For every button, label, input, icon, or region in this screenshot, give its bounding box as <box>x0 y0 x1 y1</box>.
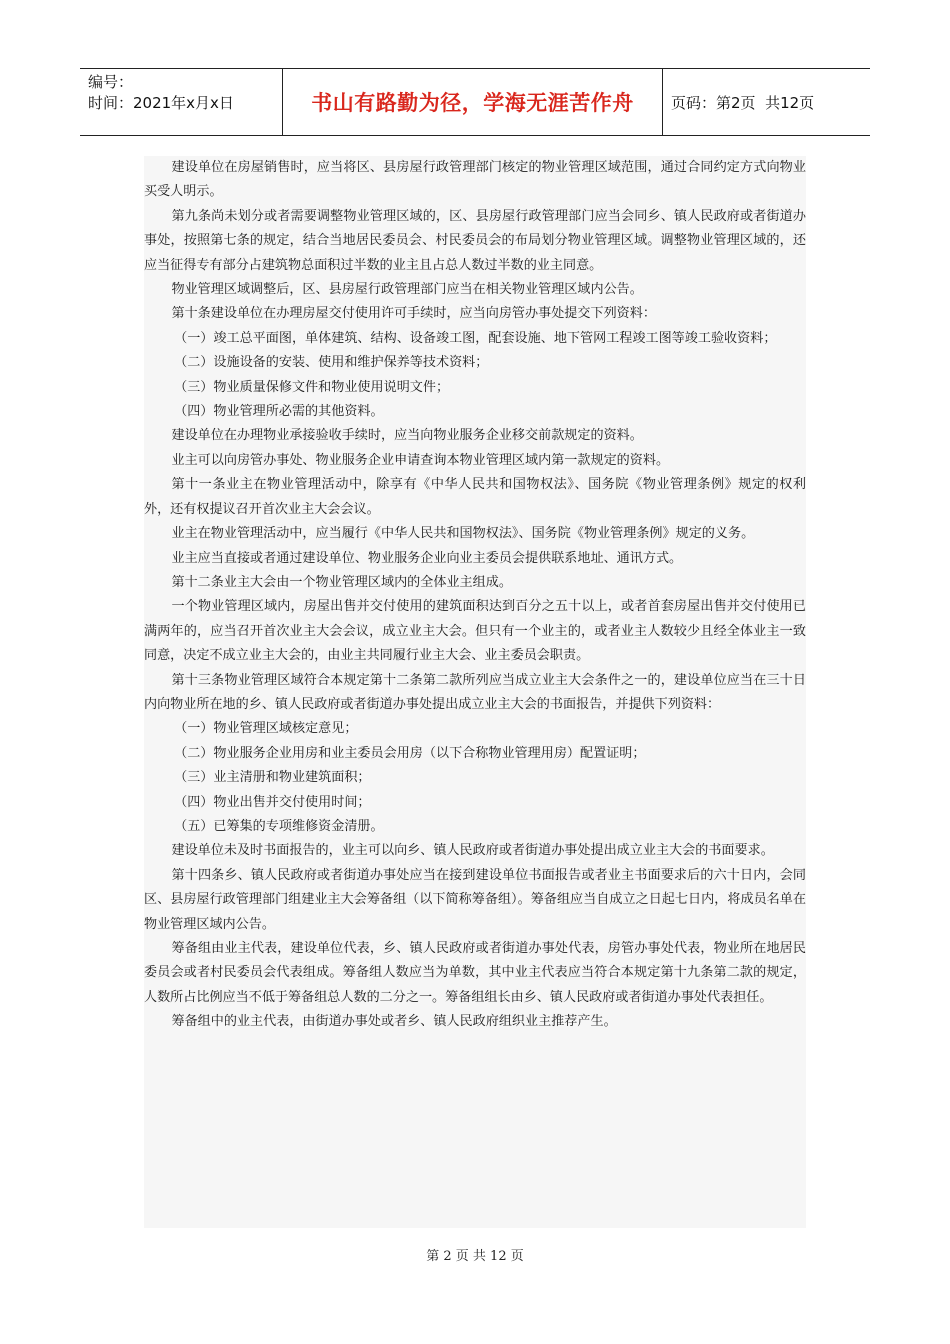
list-item: （一）物业管理区域核定意见； <box>174 721 358 737</box>
body-paragraph: 物业管理区域调整后，区、县房屋行政管理部门应当在相关物业管理区域内公告。 <box>171 282 643 298</box>
article-10-paragraph: 第十条建设单位在办理房屋交付使用许可手续时，应当向房管办事处提交下列资料： <box>171 306 656 322</box>
document-date-label: 时间：2021年x月x日 <box>88 94 234 112</box>
list-item: （二）物业服务企业用房和业主委员会用房（以下合称物业管理用房）配置证明； <box>174 745 646 761</box>
document-header <box>80 68 870 136</box>
page-footer: 第 2 页 共 12 页 <box>426 1249 524 1264</box>
list-item: （二）设施设备的安装、使用和维护保养等技术资料； <box>174 355 489 371</box>
document-number-label: 编号： <box>88 73 134 91</box>
article-9-paragraph: 第九条尚未划分或者需要调整物业管理区域的，区、县房屋行政管理部门应当会同乡、镇人民政府或者街道办事处，按照第七条的规定，结合当地居民委员会、村民委员会的布局划分物业管理区域。调整物业管理区域的，还应当征得专有部分占建筑物总面积过半数的业主且占总人数过半数的业主同意。 <box>144 208 806 273</box>
list-item: （三）业主清册和物业建筑面积； <box>174 770 371 786</box>
article-13-paragraph: 第十三条物业管理区域符合本规定第十二条第二款所列应当成立业主大会条件之一的，建设单位应当在三十日内向物业所在地的乡、镇人民政府或者街道办事处提出成立业主大会的书面报告，并提供下列资料： <box>144 672 806 712</box>
header-motto-cell <box>283 69 663 135</box>
body-paragraph: 一个物业管理区域内，房屋出售并交付使用的建筑面积达到百分之五十以上，或者首套房屋出售并交付使用已满两年的，应当召开首次业主大会会议，成立业主大会。但只有一个业主的，或者业主人数较少且经全体业主一致同意，决定不成立业主大会的，由业主共同履行业主大会、业主委员会职责。 <box>144 599 806 664</box>
list-item: （一）竣工总平面图，单体建筑、结构、设备竣工图，配套设施、地下管网工程竣工图等竣工验收资料； <box>174 330 777 346</box>
list-item: （四）物业管理所必需的其他资料。 <box>174 404 384 420</box>
body-paragraph: 建设单位在房屋销售时，应当将区、县房屋行政管理部门核定的物业管理区域范围，通过合同约定方式向物业买受人明示。 <box>144 160 806 200</box>
header-page-cell <box>663 69 870 135</box>
header-motto: 书山有路勤为径，学海无涯苦作舟 <box>311 91 634 115</box>
list-item: （三）物业质量保修文件和物业使用说明文件； <box>174 379 450 395</box>
list-item: （五）已筹集的专项维修资金清册。 <box>174 818 384 834</box>
body-paragraph: 筹备组由业主代表，建设单位代表，乡、镇人民政府或者街道办事处代表，房管办事处代表，物业所在地居民委员会或者村民委员会代表组成。筹备组人数应当为单数，其中业主代表应当符合本规定第十九条第二款的规定，人数所占比例应当不低于筹备组总人数的二分之一。筹备组组长由乡、镇人民政府或者街道办事处代表担任。 <box>144 941 806 1005</box>
header-page-number: 页码：第2页 共12页 <box>671 93 815 112</box>
body-paragraph: 业主可以向房管办事处、物业服务企业申请查询本物业管理区域内第一款规定的资料。 <box>171 452 670 468</box>
article-11-paragraph: 第十一条业主在物业管理活动中，除享有《中华人民共和国物权法》、国务院《物业管理条例》规定的权利外，还有权提议召开首次业主大会会议。 <box>144 477 806 517</box>
header-meta-cell <box>80 69 283 135</box>
article-12-paragraph: 第十二条业主大会由一个物业管理区域内的全体业主组成。 <box>171 574 512 590</box>
article-14-paragraph: 第十四条乡、镇人民政府或者街道办事处应当在接到建设单位书面报告或者业主书面要求后的六十日内，会同区、县房屋行政管理部门组建业主大会筹备组（以下简称筹备组）。筹备组应当自成立之日起七日内，将成员名单在物业管理区域内公告。 <box>144 867 806 932</box>
body-paragraph: 筹备组中的业主代表，由街道办事处或者乡、镇人民政府组织业主推荐产生。 <box>171 1014 617 1030</box>
body-paragraph: 业主应当直接或者通过建设单位、物业服务企业向业主委员会提供联系地址、通讯方式。 <box>171 550 683 566</box>
list-item: （四）物业出售并交付使用时间； <box>174 794 371 810</box>
body-paragraph: 建设单位在办理物业承接验收手续时，应当向物业服务企业移交前款规定的资料。 <box>171 428 643 444</box>
body-paragraph: 建设单位未及时书面报告的，业主可以向乡、镇人民政府或者街道办事处提出成立业主大会的书面要求。 <box>171 843 774 859</box>
body-paragraph: 业主在物业管理活动中，应当履行《中华人民共和国物权法》、国务院《物业管理条例》规定的义务。 <box>171 526 755 542</box>
document-body <box>144 156 806 1228</box>
